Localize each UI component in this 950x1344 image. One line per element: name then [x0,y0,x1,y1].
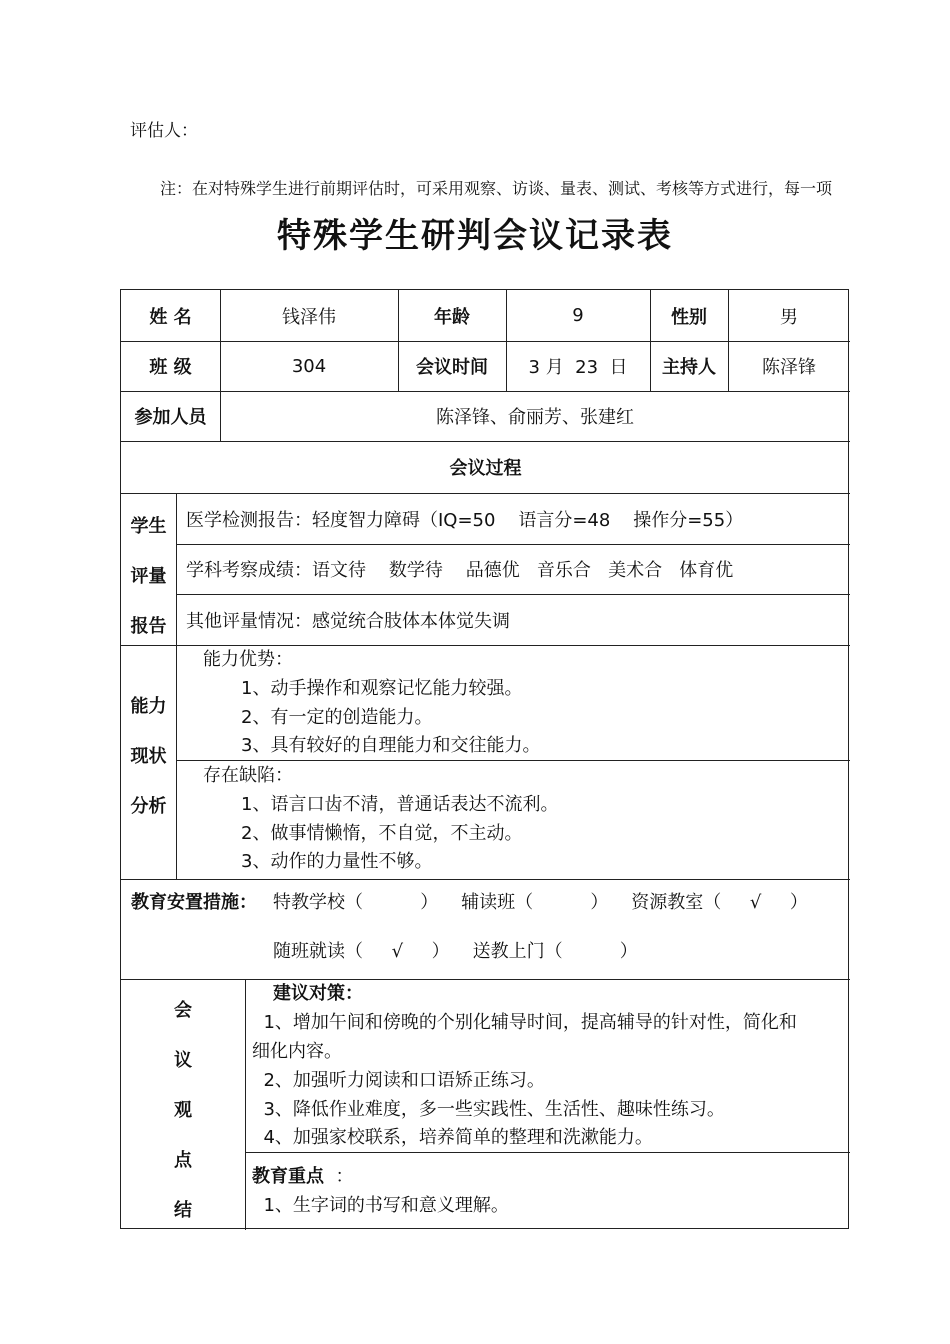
placement-label: 教育安置措施： [131,892,257,913]
gender-value: 男 [780,306,798,328]
suggestion-line: 4、加强家校联系，培养简单的整理和洗漱能力。 [252,1127,653,1148]
name-label: 姓 名 [149,306,192,328]
gender-label: 性别 [671,306,707,328]
weakness-item: 1、语言口齿不清，普通话表达不流利。 [241,794,559,815]
strengths-title: 能力优势： [203,649,293,670]
page-title: 特殊学生研判会议记录表 [277,216,673,256]
evaluator-label: 评估人： [130,121,198,141]
meeting-record-table [120,289,849,1229]
focus-title: 教育重点 [252,1166,324,1187]
focus-colon: ： [324,1166,354,1187]
assessment-label: 学生 评量 报告 [130,516,167,637]
age-value: 9 [572,305,584,326]
name-value: 钱泽伟 [282,306,336,328]
assessment-medical: 医学检测报告：轻度智力障碍（IQ=50 语言分=48 操作分=55） [186,509,744,531]
meeting-time-value: 3 月 23 日 [528,357,628,378]
placement-options-2: 随班就读（ √ ） 送教上门（ ） [273,941,638,962]
ability-label: 能力 现状 分析 [130,696,167,817]
assessment-other: 其他评量情况：感觉统合肢体本体觉失调 [186,610,510,632]
placement-options-1: 特教学校（ ） 辅读班（ ） 资源教室（ √ ） [273,892,808,913]
focus-heading [252,1162,353,1188]
suggestion-line: 细化内容。 [252,1041,342,1062]
strength-item: 2、有一定的创造能力。 [241,707,433,728]
age-label: 年龄 [434,306,470,328]
strength-item: 3、具有较好的自理能力和交往能力。 [241,735,541,756]
assessment-subjects: 学科考察成绩：语文待 数学待 品德优 音乐合 美术合 体育优 [186,560,734,581]
meeting-time-label: 会议时间 [416,357,488,378]
suggestion-line: 1、增加午间和傍晚的个别化辅导时间，提高辅导的针对性，简化和 [252,1012,797,1033]
suggestion-line: 3、降低作业难度，多一些实践性、生活性、趣味性练习。 [252,1099,725,1120]
host-value: 陈泽锋 [762,357,816,378]
conclusion-label: 会 议 观 点 结 [174,1000,192,1221]
class-value: 304 [291,355,327,377]
weaknesses-title: 存在缺陷： [203,765,293,786]
weakness-item: 2、做事情懒惰，不自觉，不主动。 [241,823,523,844]
participants-label: 参加人员 [134,407,207,428]
note-text: 注：在对特殊学生进行前期评估时，可采用观察、访谈、量表、测试、考核等方式进行，每一项 [160,179,833,198]
class-label: 班 级 [149,357,192,378]
host-label: 主持人 [662,357,716,378]
weakness-item: 3、动作的力量性不够。 [241,851,433,872]
suggestions-title: 建议对策： [273,983,363,1004]
strength-item: 1、动手操作和观察记忆能力较强。 [241,678,523,699]
process-title: 会议过程 [449,458,522,479]
participants-value: 陈泽锋、俞丽芳、张建红 [436,407,634,428]
suggestion-line: 2、加强听力阅读和口语矫正练习。 [252,1070,545,1091]
focus-line: 1、生字词的书写和意义理解。 [252,1195,509,1216]
